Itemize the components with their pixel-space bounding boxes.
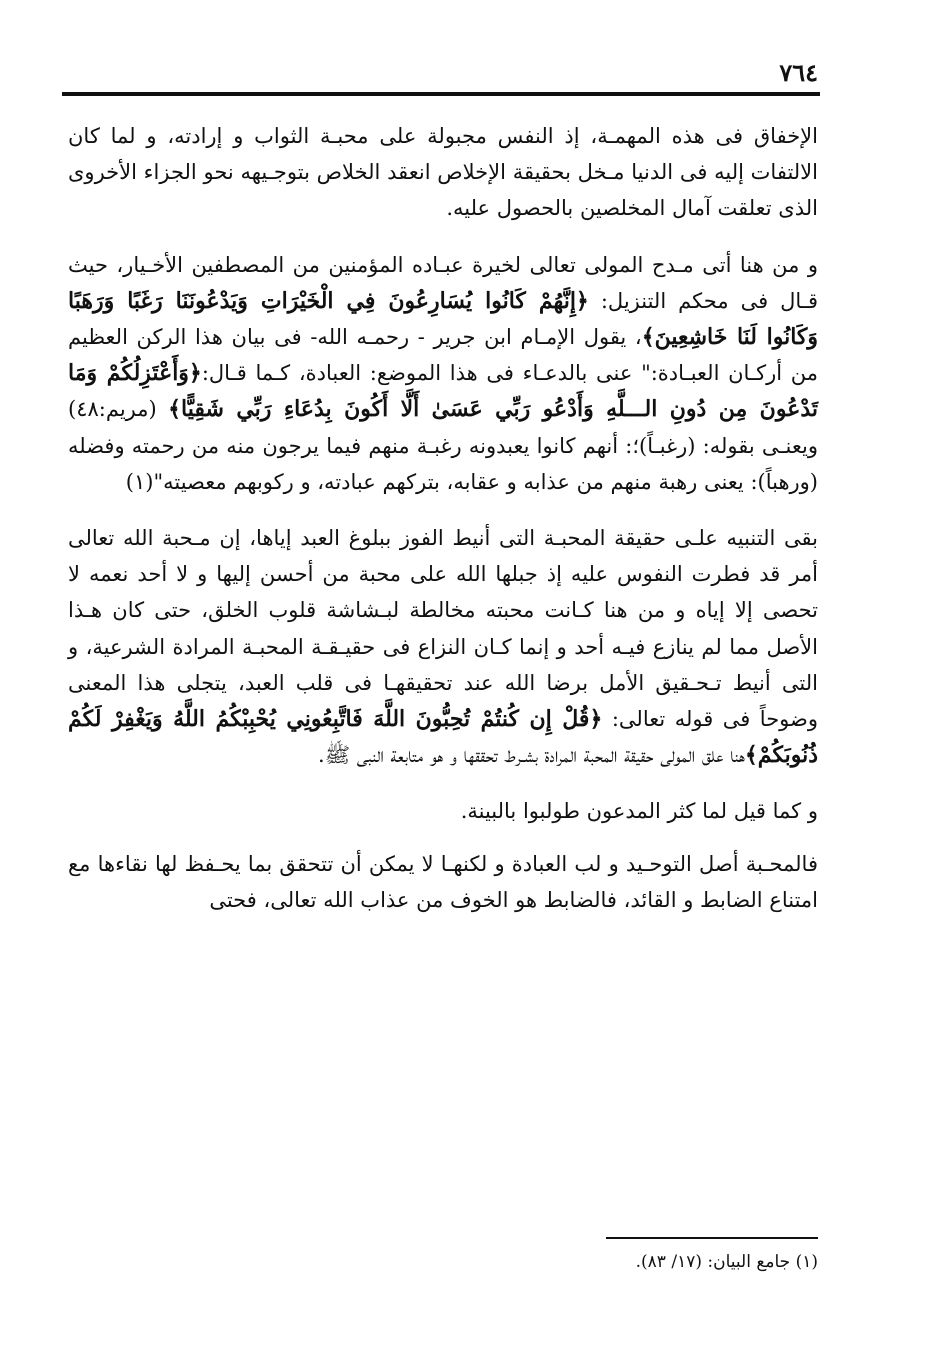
text-segment: ، يقول الإمـام ابن جرير - رحمـه الله- فى بيان هذا الركن العظيم من أركـان العبـادة:" عنى بالدعـاء فى هذا الموضع: العبادة، كـما قـال: [68, 325, 818, 386]
paragraph-5 [68, 846, 818, 918]
paragraph-3 [68, 520, 818, 773]
footnote: (١) جامع البيان: (١٧/ ٨٣). [635, 1252, 818, 1272]
paragraph-4 [68, 793, 818, 829]
paragraph-1 [68, 118, 818, 227]
quran-verse: ﴿وَأَعْتَزِلُكُمْ وَمَا تَدْعُونَ مِن دُونِ الـــلَّهِ وَأَدْعُو رَبِّي عَسَىٰ أَلَّا أَكُونَ بِدُعَاءِ رَبِّي شَقِيًّا﴾ [68, 360, 818, 423]
paragraph-2 [68, 247, 818, 500]
text-segment: فالمحـبة أصل التوحـيد و لب العبادة و لكنهـا لا يمكن أن تتحقق بما يحـفظ لها نقاءها مع امتناع الضابط و القائد، فالضابط هو الخوف من عذاب الله تعالى، فحتى [68, 851, 818, 912]
text-segment: الإخفاق فى هذه المهمـة، إذ النفس مجبولة على محبـة الثواب و إرادته، و لما كان الالتفات إليه فى الدنيا مـخل بحقيقة الإخلاص انعقد الخلاص بتوجـيهه نحو الجزاء الأخروى الذى تعلقت آمال المخلصين بالحصول عليه. [68, 124, 818, 221]
text-segment: (مريم:٤٨) ويعنـى بقوله: (رغبـاً)؛: أنهم كانوا يعبدونه رغبـة منهم فيما يرجون منه من رحمته وفضله (ورهباً): يعنى رهبة منهم من عذابه و عقابه، بتركهم عبادته، و ركوبهم معصيته"(١) [68, 397, 818, 494]
footnote-rule [606, 1237, 818, 1239]
text-segment: و كما قيل لما كثر المدعون طولبوا بالبينة. [460, 799, 818, 824]
page-number: ٧٦٤ [779, 58, 818, 87]
body-text [68, 118, 818, 938]
text-segment: بقى التنبيه علـى حقيقة المحبـة التى أنيط الفوز ببلوغ العبد إياها، إن مـحبة الله تعالى أمر قد فطرت النفوس عليه إذ جبلها الله على محبة من أحسن إليها و لا أحد نعمه لا تحصى إلا إياه و من هنا كـانت محبته مخالطة لبـشاشة قلوب الخلق، حتى كان هـذا الأصل مما لم ينازع فيـه أحد و إنما كـان النزاع فى حقيـقـة المحبـة المرادة الشرعية، و التى أنيط تـحـقيق الأمل برضا الله عند تحقيقهـا فى قلب العبد، يتجلى هذا المعنى وضوحاً فى قوله تعالى: [68, 526, 819, 732]
text-segment: هنا علق المولى حقيقة المحبة المرادة بشـرط تحققها و هو متابعة النبى ﷺ. [318, 743, 745, 768]
text-segment: و من هنا أتى مـدح المولى تعالى لخيرة عبـاده المؤمنين من المصطفين الأخـيار، حيث قـال فى محكم التنزيل: [68, 252, 818, 313]
quran-verse: ﴿قُلْ إِن كُنتُمْ تُحِبُّونَ اللَّهَ فَاتَّبِعُونِي يُحْبِبْكُمُ اللَّهُ وَيَغْفِرْ لَكُمْ ذُنُوبَكُمْ﴾ [68, 706, 818, 769]
quran-verse: ﴿إِنَّهُمْ كَانُوا يُسَارِعُونَ فِي الْخَيْرَاتِ وَيَدْعُونَنَا رَغَبًا وَرَهَبًا وَكَانُوا لَنَا خَاشِعِينَ﴾ [68, 287, 819, 351]
header-rule [62, 92, 820, 96]
